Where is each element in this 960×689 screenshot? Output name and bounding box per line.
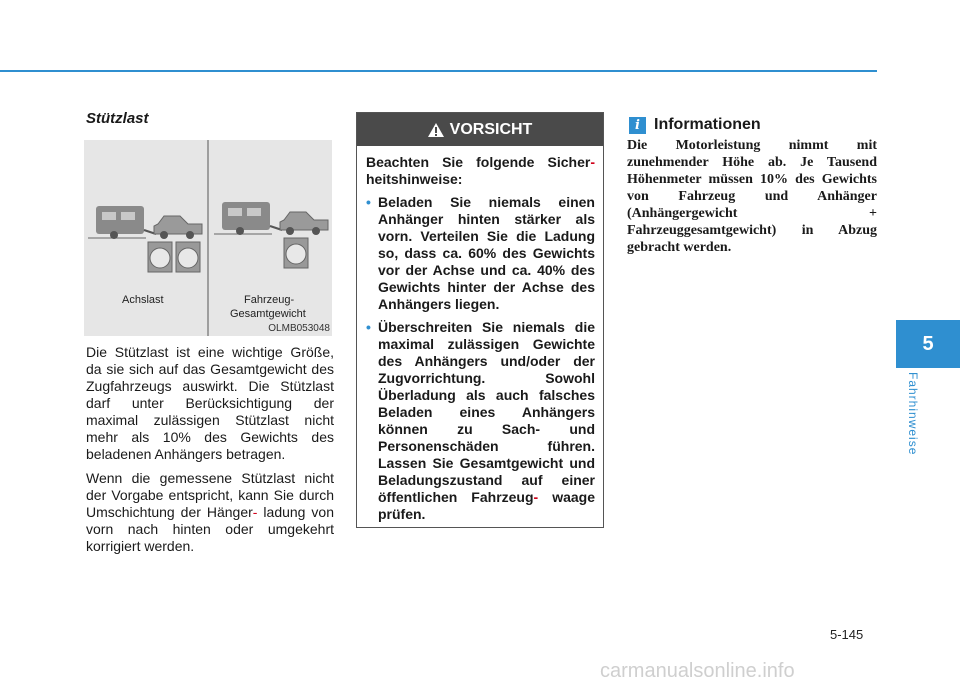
figure-label-axle-load: Achslast — [122, 294, 164, 306]
section-title: Stützlast — [86, 110, 149, 127]
trailer-scale-illustration — [84, 140, 332, 336]
info-icon: i — [629, 117, 646, 134]
page-number: 5-145 — [830, 627, 864, 642]
body-paragraph-2: Wenn die gemessene Stützlast nicht der Vorgabe entspricht, kann Sie durch Umschichtung der Hänger- ladung von vorn nach hinten oder umgekehrt korrigiert werden. — [86, 470, 334, 554]
info-title — [629, 116, 761, 134]
caution-intro: Beachten Sie folgende Sicher- heitshinweise: — [366, 154, 595, 187]
warning-triangle-icon — [428, 123, 444, 137]
info-heading: Informationen — [654, 116, 761, 133]
bullet-icon: • — [366, 319, 371, 335]
bullet-icon: • — [366, 194, 371, 210]
caution-item-1: • Beladen Sie niemals einen Anhänger hinten stärker als vorn. Verteilen Sie die Ladung so, dass ca. 60% des Gewichts vor der Achse und ca. 40% des Gewichts hinter der Achse des Anhängers liegen. — [366, 194, 595, 312]
chapter-name: Fahrhinweise — [906, 372, 920, 456]
caution-header — [357, 113, 603, 146]
trailer-load-figure — [84, 140, 332, 336]
left-scene — [88, 206, 202, 272]
figure-label-vehicle-weight-line2: Gesamtgewicht — [230, 308, 306, 320]
caution-box — [356, 112, 604, 528]
body-paragraph-1: Die Stützlast ist eine wichtige Größe, da sie sich auf das Gesamtgewicht des Zugfahrzeugs auswirkt. Die Stützlast darf unter Berücksichtigung der maximal zulässigen Stützlast nicht mehr als 10% des Gewichts des beladenen Anhängers betragen. — [86, 344, 334, 462]
body-text — [86, 344, 334, 562]
figure-label-vehicle-weight-line1: Fahrzeug- — [244, 294, 295, 306]
caution-heading: VORSICHT — [449, 120, 533, 138]
top-rule — [0, 70, 877, 72]
chapter-tab[interactable]: 5 — [896, 320, 960, 368]
info-text: Die Motorleistung nimmt mit zunehmender Höhe ab. Je Tausend Höhenmeter müssen 10% des Gewichts von Fahrzeug und Anhänger (Anhängergewicht + Fahrzeuggesamtgewicht) in Abzug gebracht werden. — [627, 138, 877, 255]
watermark: carmanualsonline.info — [600, 660, 795, 682]
caution-item-2: • Überschreiten Sie niemals die maximal zulässigen Gewichte des Anhängers und/oder der Zugvorrichtung. Sowohl Überladung als auch falsches Beladen eines Anhängers können zu Sach- und Personenschäden führen. Lassen Sie Gesamtgewicht und Beladungszustand auf einer öffentlichen Fahrzeug- waage prüfen. — [366, 319, 596, 522]
figure-code: OLMB053048 — [268, 323, 330, 334]
right-scene — [214, 202, 328, 268]
caution-body — [357, 146, 603, 523]
